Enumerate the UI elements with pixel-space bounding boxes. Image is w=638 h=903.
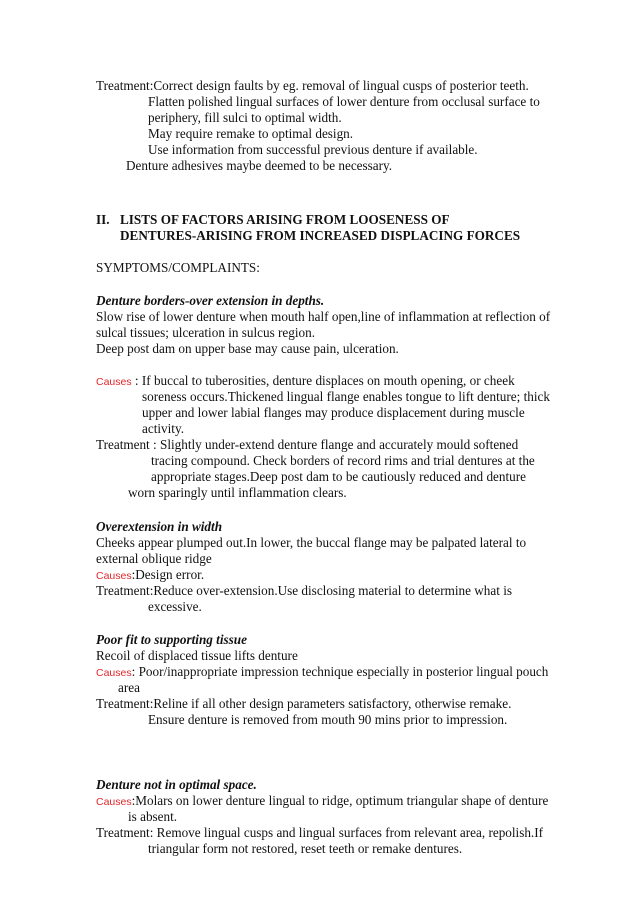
causes-line bbox=[96, 664, 548, 682]
treatment-line: Ensure denture is removed from mouth 90 mins prior to impression. bbox=[148, 712, 508, 727]
body-line: Recoil of displaced tissue lifts denture bbox=[96, 648, 298, 663]
body-line: Deep post dam on upper base may cause pain, ulceration. bbox=[96, 341, 399, 356]
causes-label: Causes bbox=[96, 796, 132, 808]
causes-text: : Poor/inappropriate impression technique especially in posterior lingual pouch bbox=[131, 664, 549, 679]
section-numeral: II. bbox=[96, 212, 110, 227]
causes-line: activity. bbox=[142, 421, 184, 436]
section-heading-line: DENTURES-ARISING FROM INCREASED DISPLACING FORCES bbox=[120, 228, 521, 243]
treatment-line: worn sparingly until inflammation clears. bbox=[128, 485, 347, 500]
causes-text: : If buccal to tuberosities, denture displaces on mouth opening, or cheek bbox=[131, 373, 515, 388]
body-line: sulcal tissues; ulceration in sulcus region. bbox=[96, 325, 316, 340]
treatment-line: appropriate stages.Deep post dam to be cautiously reduced and denture bbox=[151, 469, 526, 484]
causes-text: :Design error. bbox=[131, 567, 205, 582]
subsection-title: Poor fit to supporting tissue bbox=[96, 632, 247, 647]
causes-line: area bbox=[118, 680, 140, 695]
body-line: external oblique ridge bbox=[96, 551, 212, 566]
body-line: Cheeks appear plumped out.In lower, the buccal flange may be palpated lateral to bbox=[96, 535, 527, 550]
causes-line: is absent. bbox=[128, 809, 178, 824]
subsection-title: Overextension in width bbox=[96, 519, 223, 534]
causes-label: Causes bbox=[96, 570, 132, 582]
body-line: Slow rise of lower denture when mouth half open,line of inflammation at reflection of bbox=[96, 309, 551, 324]
subsection-title: Denture not in optimal space. bbox=[96, 777, 257, 792]
treatment-line: tracing compound. Check borders of record rims and trial dentures at the bbox=[151, 453, 535, 468]
causes-label: Causes bbox=[96, 376, 132, 388]
block1-line: Treatment:Correct design faults by eg. removal of lingual cusps of posterior teeth. bbox=[96, 78, 529, 93]
section-heading-line: LISTS OF FACTORS ARISING FROM LOOSENESS OF bbox=[120, 212, 450, 227]
causes-line bbox=[96, 567, 204, 585]
causes-line bbox=[96, 373, 515, 391]
causes-line: upper and lower labial flanges may produce displacement during muscle bbox=[142, 405, 525, 420]
treatment-line: Treatment:Reline if all other design parameters satisfactory, otherwise remake. bbox=[96, 696, 512, 711]
treatment-line: triangular form not restored, reset teeth or remake dentures. bbox=[148, 841, 463, 856]
causes-line: soreness occurs.Thickened lingual flange enables tongue to lift denture; thick bbox=[142, 389, 550, 404]
treatment-line: Treatment:Reduce over-extension.Use disclosing material to determine what is bbox=[96, 583, 513, 598]
symptoms-heading: SYMPTOMS/COMPLAINTS: bbox=[96, 260, 260, 275]
block1-line: periphery, fill sulci to optimal width. bbox=[148, 110, 342, 125]
treatment-line: Treatment : Slightly under-extend denture flange and accurately mould softened bbox=[96, 437, 519, 452]
treatment-line: excessive. bbox=[148, 599, 202, 614]
block1-line: Use information from successful previous denture if available. bbox=[148, 142, 478, 157]
subsection-title: Denture borders-over extension in depths. bbox=[96, 293, 325, 308]
causes-text: :Molars on lower denture lingual to ridge, optimum triangular shape of denture bbox=[131, 793, 549, 808]
causes-label: Causes bbox=[96, 667, 132, 679]
block1-line: Denture adhesives maybe deemed to be necessary. bbox=[126, 158, 393, 173]
block1-line: Flatten polished lingual surfaces of lower denture from occlusal surface to bbox=[148, 94, 540, 109]
causes-line bbox=[96, 793, 548, 811]
block1-line: May require remake to optimal design. bbox=[148, 126, 354, 141]
treatment-line: Treatment: Remove lingual cusps and lingual surfaces from relevant area, repolish.If bbox=[96, 825, 544, 840]
